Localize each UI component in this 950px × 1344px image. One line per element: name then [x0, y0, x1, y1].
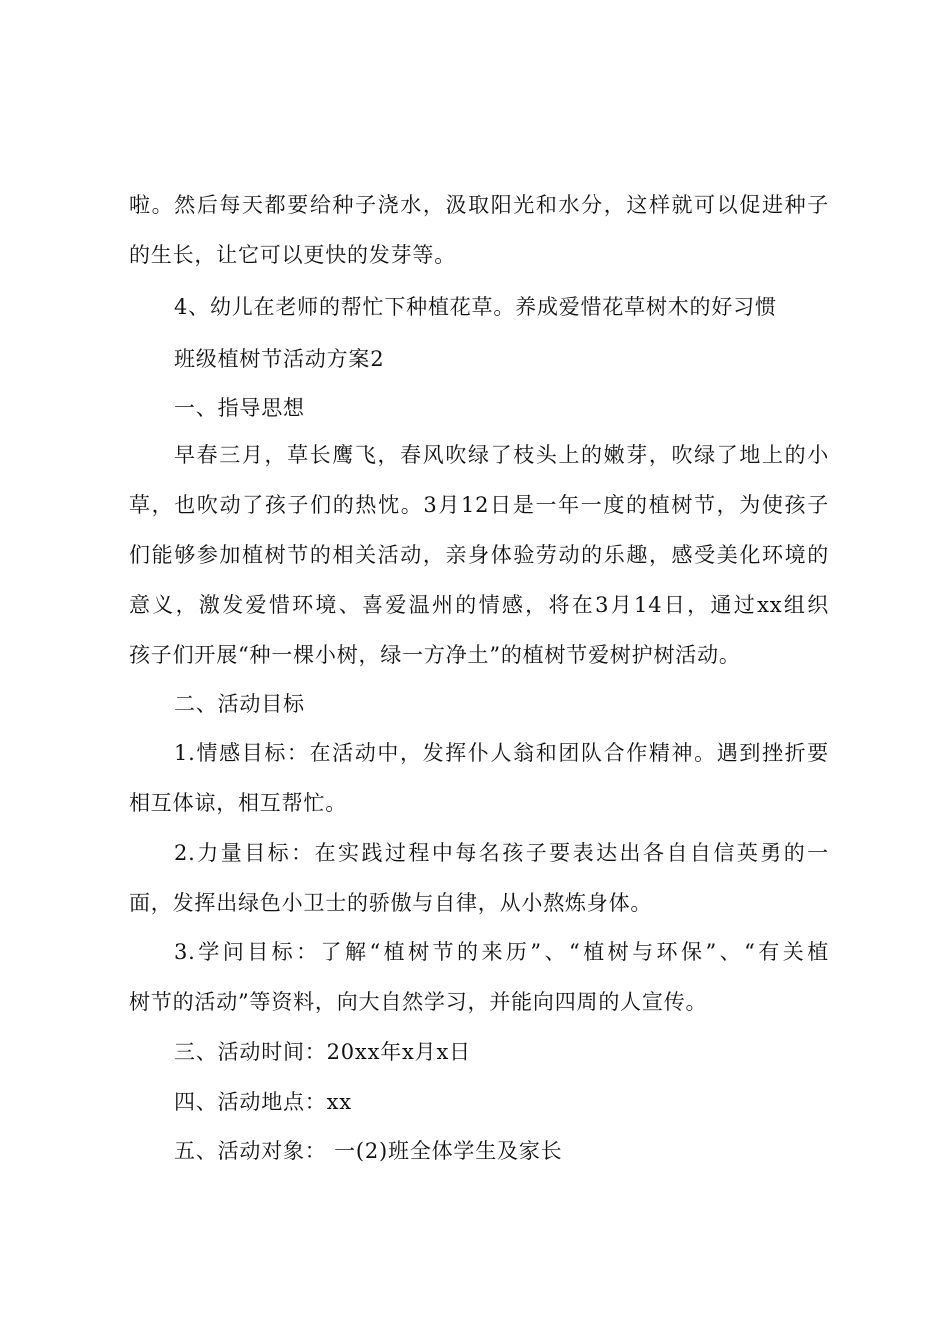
heading: 四、活动地点：xx: [174, 1090, 352, 1114]
paragraph-line: 草，也吹动了孩子们的热忱。3月12日是一年一度的植树节，为使孩子: [129, 493, 829, 517]
paragraph-line: 的生长，让它可以更快的发芽等。: [129, 243, 456, 267]
section-title: 班级植树节活动方案2: [174, 347, 385, 371]
paragraph-line: 意义，激发爱惜环境、喜爱温州的情感，将在3月14日，通过xx组织: [129, 593, 829, 617]
paragraph-line: 孩子们开展“种一棵小树，绿一方净土”的植树节爱树护树活动。: [129, 643, 741, 667]
paragraph-line: 们能够参加植树节的相关活动，亲身体验劳动的乐趣，感受美化环境的: [129, 543, 829, 567]
paragraph-line: 相互体谅，相互帮忙。: [129, 791, 347, 815]
heading: 二、活动目标: [174, 692, 305, 716]
heading: 一、指导思想: [174, 396, 305, 420]
paragraph-line: 面，发挥出绿色小卫士的骄傲与自律，从小熬炼身体。: [129, 891, 653, 915]
paragraph-line: 树节的活动”等资料，向大自然学习，并能向四周的人宣传。: [129, 990, 708, 1014]
paragraph-line: 2.力量目标：在实践过程中每名孩子要表达出各自自信英勇的一: [174, 841, 829, 865]
list-item: 4、幼儿在老师的帮忙下种植花草。养成爱惜花草树木的好习惯: [174, 295, 777, 319]
heading: 五、活动对象： 一(2)班全体学生及家长: [174, 1139, 563, 1163]
paragraph-line: 3.学问目标：了解“植树节的来历”、“植树与环保”、“有关植: [174, 940, 829, 964]
paragraph-line: 早春三月，草长鹰飞，春风吹绿了枝头上的嫩芽，吹绿了地上的小: [174, 443, 829, 467]
paragraph-line: 1.情感目标：在活动中，发挥仆人翁和团队合作精神。遇到挫折要: [174, 741, 829, 765]
heading: 三、活动时间：20xx年x月x日: [174, 1040, 471, 1064]
paragraph-line: 啦。然后每天都要给种子浇水，汲取阳光和水分，这样就可以促进种子: [129, 193, 829, 217]
